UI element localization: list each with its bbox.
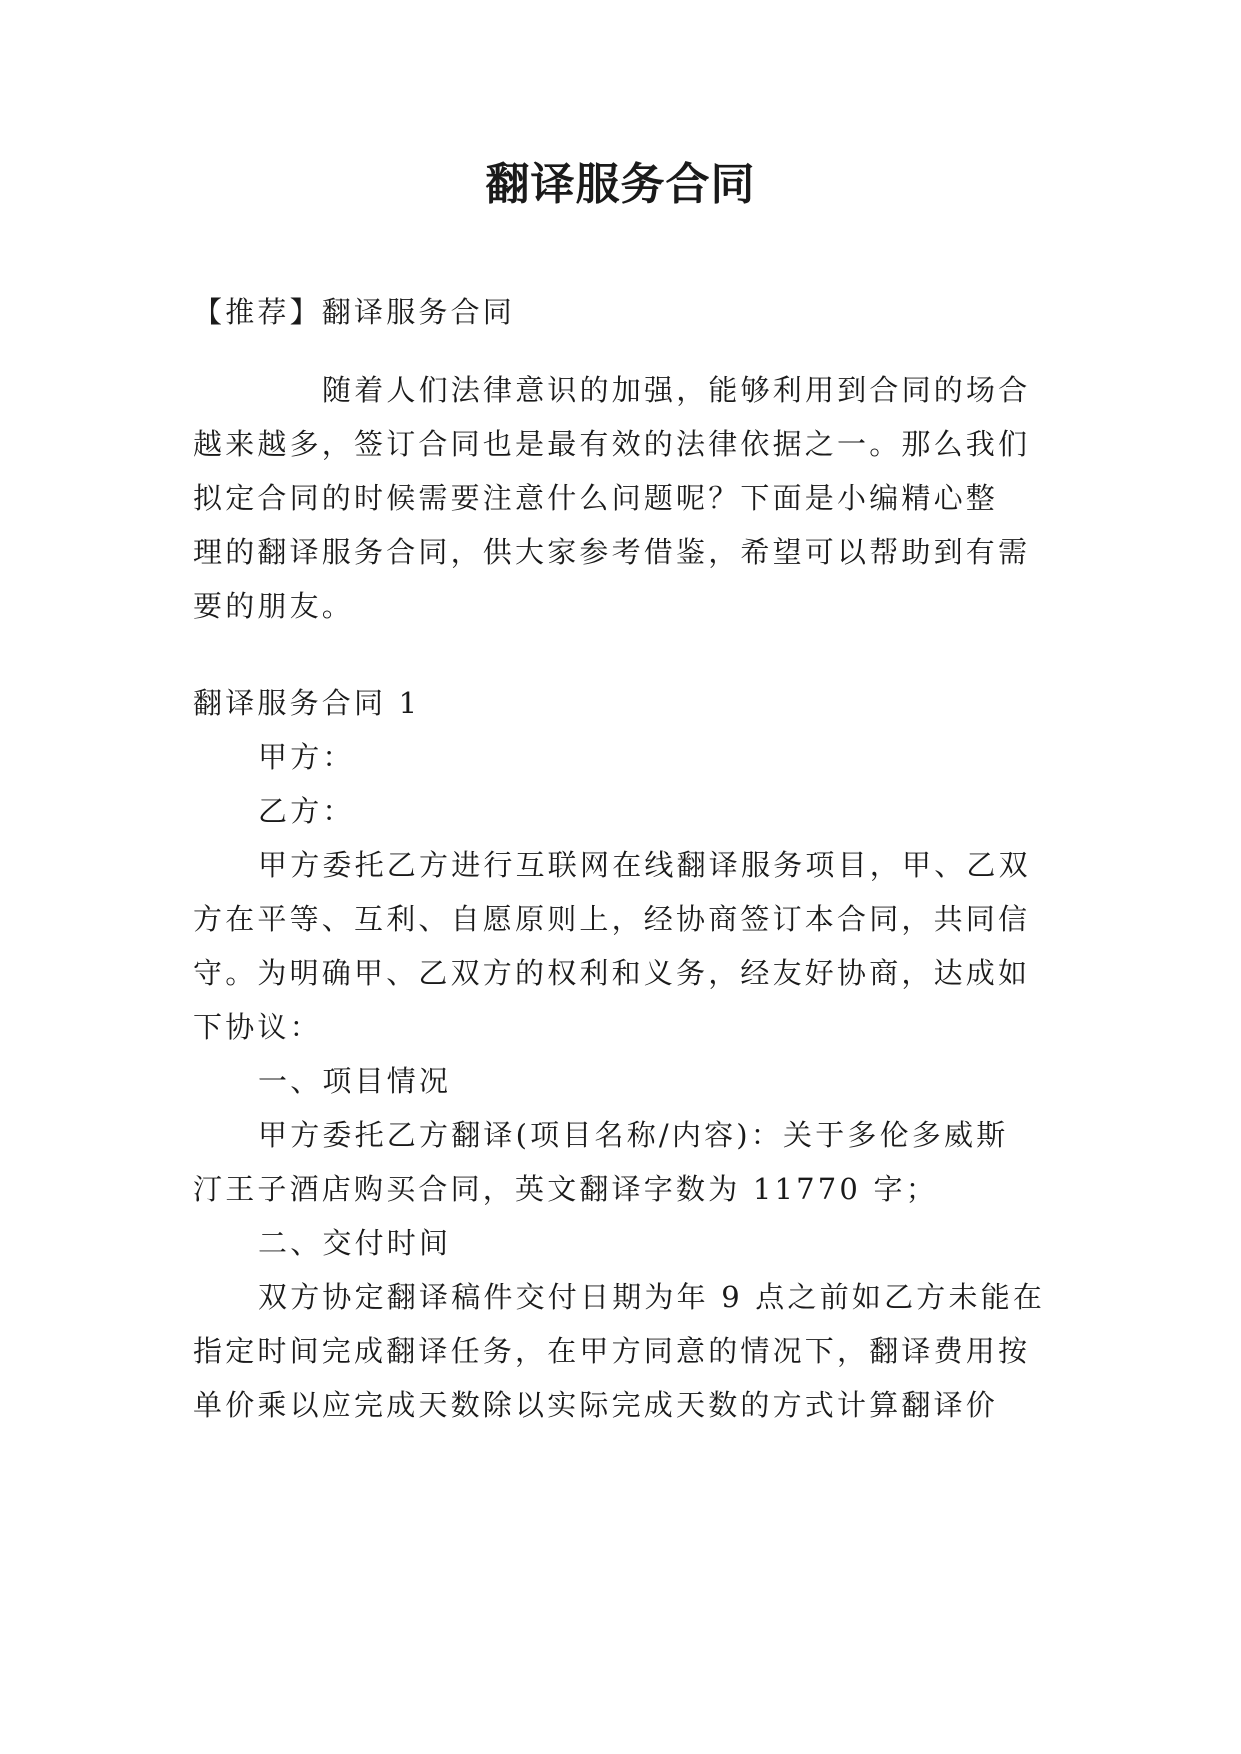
section-1-line-1: 甲方委托乙方翻译(项目名称/内容)：关于多伦多威斯	[258, 1118, 1009, 1152]
section-2-line-1: 双方协定翻译稿件交付日期为年 9 点之前如乙方未能在	[258, 1280, 1046, 1314]
party-b-line: 乙方：	[258, 794, 355, 828]
intro-line-4: 理的翻译服务合同，供大家参考借鉴，希望可以帮助到有需	[193, 535, 1031, 569]
section-2-heading: 二、交付时间	[258, 1226, 452, 1260]
preamble-line-2: 方在平等、互利、自愿原则上，经协商签订本合同，共同信	[193, 902, 1031, 936]
section-2-line-2: 指定时间完成翻译任务，在甲方同意的情况下，翻译费用按	[193, 1334, 1031, 1368]
intro-line-1: 随着人们法律意识的加强，能够利用到合同的场合	[322, 373, 1031, 407]
intro-line-3: 拟定合同的时候需要注意什么问题呢？下面是小编精心整	[193, 481, 999, 515]
intro-line-5: 要的朋友。	[193, 589, 355, 623]
recommend-line: 【推荐】翻译服务合同	[193, 295, 516, 329]
preamble-line-1: 甲方委托乙方进行互联网在线翻译服务项目，甲、乙双	[258, 848, 1031, 882]
intro-line-2: 越来越多，签订合同也是最有效的法律依据之一。那么我们	[193, 427, 1031, 461]
document-title: 翻译服务合同	[485, 159, 756, 210]
preamble-line-4: 下协议：	[193, 1010, 322, 1044]
contract-heading: 翻译服务合同 1	[193, 686, 421, 720]
party-a-line: 甲方：	[258, 740, 355, 774]
preamble-line-3: 守。为明确甲、乙双方的权利和义务，经友好协商，达成如	[193, 956, 1031, 990]
section-1-heading: 一、项目情况	[258, 1064, 452, 1098]
section-2-line-3: 单价乘以应完成天数除以实际完成天数的方式计算翻译价	[193, 1388, 999, 1422]
section-1-line-2: 汀王子酒店购买合同，英文翻译字数为 11770 字；	[193, 1172, 938, 1206]
